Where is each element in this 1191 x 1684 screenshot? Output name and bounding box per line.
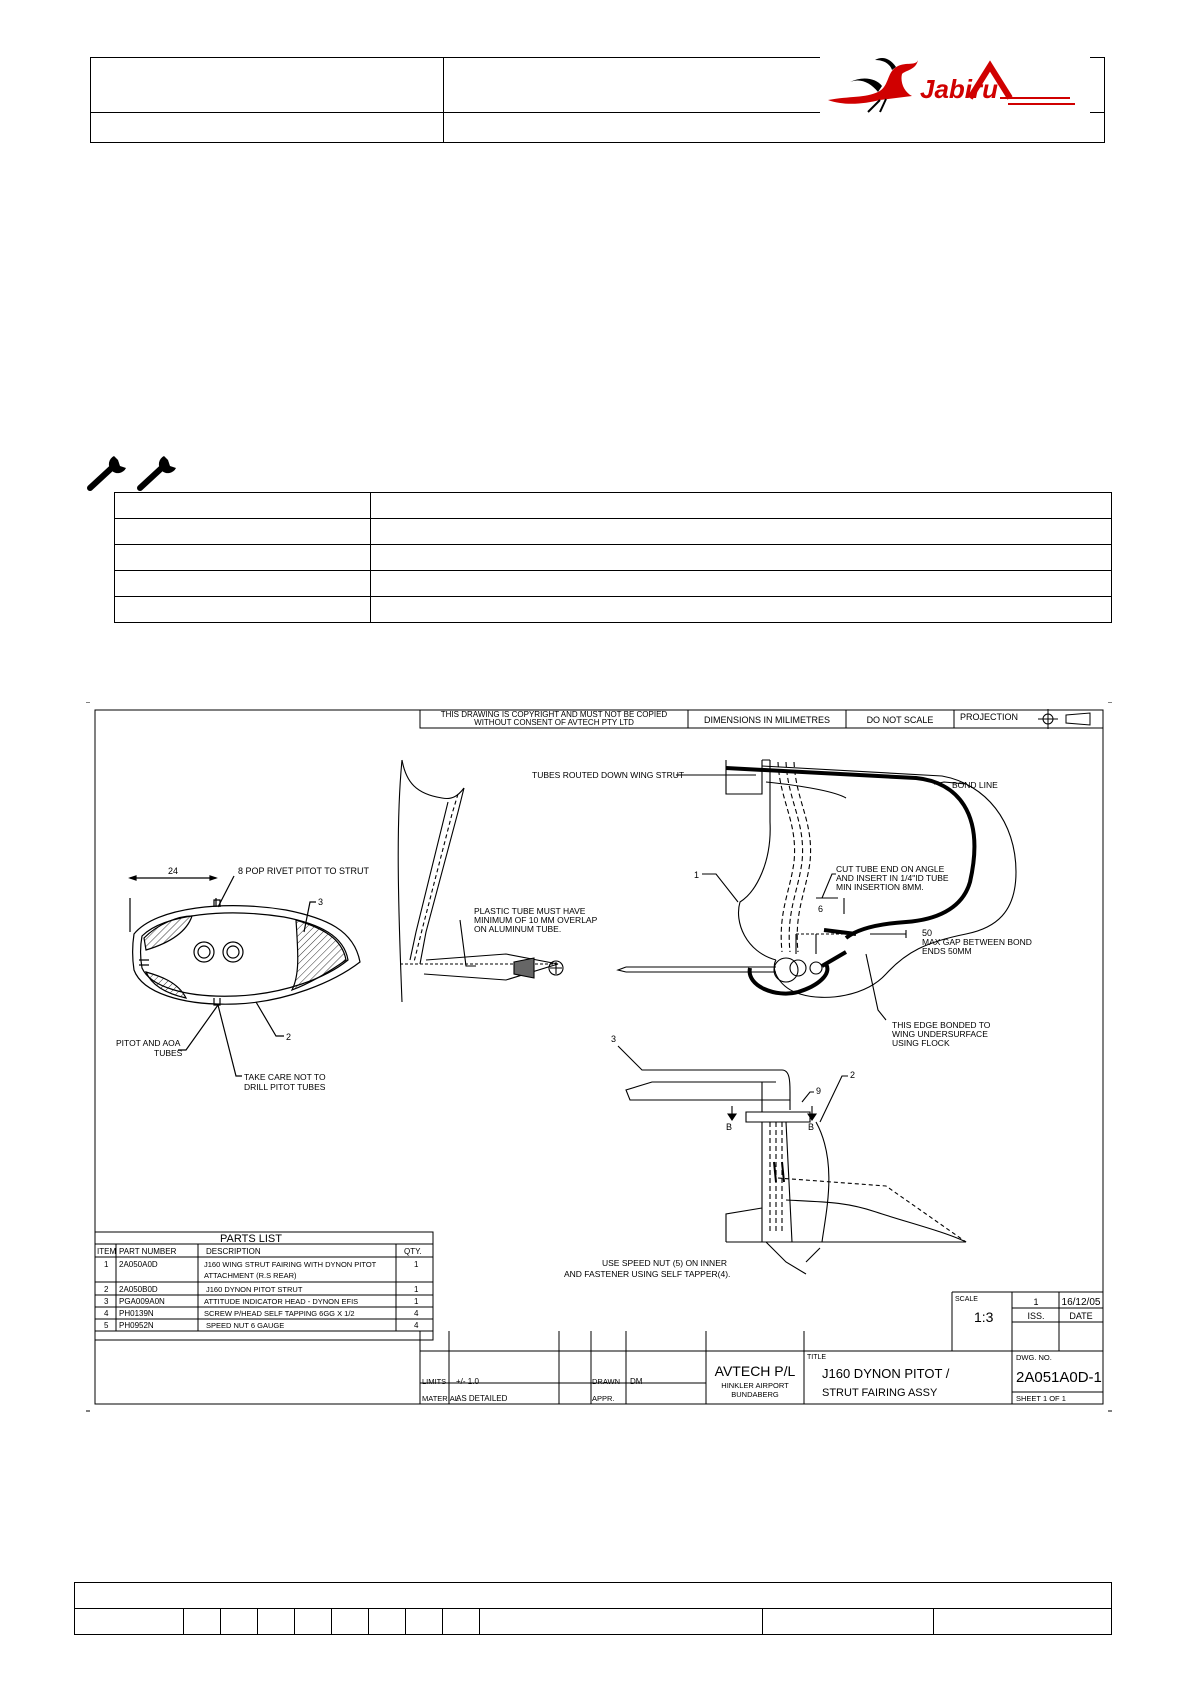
scale-label: SCALE bbox=[955, 1296, 978, 1303]
tools-cell bbox=[371, 519, 1112, 545]
plastic-tube-note-3: ON ALUMINUM TUBE. bbox=[474, 924, 562, 934]
callout-1: 1 bbox=[694, 870, 700, 880]
footer-cell bbox=[295, 1609, 332, 1635]
copyright-line-1: THIS DRAWING IS COPYRIGHT AND MUST NOT BE COPIED bbox=[440, 710, 668, 719]
take-care-note-2: DRILL PITOT TUBES bbox=[244, 1082, 326, 1092]
tools-cell bbox=[371, 545, 1112, 571]
tubes-routed-note: TUBES ROUTED DOWN WING STRUT bbox=[532, 770, 685, 780]
speed-nut-note-1: USE SPEED NUT (5) ON INNER bbox=[602, 1258, 728, 1268]
strut-end-view bbox=[618, 1046, 966, 1274]
callout-9: 9 bbox=[816, 1086, 822, 1096]
drawn-value: DM bbox=[630, 1377, 643, 1386]
drawing-title-2: STRUT FAIRING ASSY bbox=[822, 1387, 938, 1399]
company-sub-1: HINKLER AIRPORT bbox=[721, 1381, 789, 1390]
projection-label: PROJECTION bbox=[960, 712, 1019, 722]
wrench-icon bbox=[140, 456, 176, 488]
bond-line-label: BOND LINE bbox=[952, 780, 998, 790]
copyright-line-2: WITHOUT CONSENT OF AVTECH PTY LTD bbox=[474, 718, 634, 727]
footer-cell bbox=[763, 1609, 934, 1635]
pitot-aoa-note-1: PITOT AND AOA bbox=[116, 1038, 181, 1048]
dim-50-label: 50 bbox=[922, 928, 933, 938]
tools-icons bbox=[86, 452, 186, 494]
dim-6-label: 6 bbox=[818, 904, 824, 914]
limits-value: +/- 1.0 bbox=[456, 1377, 479, 1386]
section-b-right: B bbox=[808, 1122, 815, 1132]
parts-row-part: PGA009A0N bbox=[119, 1297, 165, 1306]
pitot-aoa-note-2: TUBES bbox=[154, 1048, 183, 1058]
footer-cell bbox=[369, 1609, 406, 1635]
parts-row-part: PH0139N bbox=[119, 1309, 154, 1318]
material-label: MATERIAL bbox=[422, 1394, 459, 1403]
tools-cell bbox=[115, 571, 371, 597]
company-name: AVTECH P/L bbox=[714, 1363, 796, 1379]
footer-cell bbox=[75, 1609, 184, 1635]
tools-cell bbox=[115, 519, 371, 545]
tools-cell bbox=[115, 493, 371, 519]
date-label: DATE bbox=[1069, 1311, 1093, 1321]
callout-2b: 2 bbox=[850, 1070, 856, 1080]
parts-row-item: 2 bbox=[104, 1285, 109, 1294]
sheet-label: SHEET 1 OF 1 bbox=[1016, 1394, 1066, 1403]
issue-value: 1 bbox=[1033, 1297, 1039, 1307]
callout-3b: 3 bbox=[611, 1034, 617, 1044]
tools-cell bbox=[371, 493, 1112, 519]
drawing-title-1: J160 DYNON PITOT / bbox=[822, 1366, 950, 1381]
tools-cell bbox=[371, 597, 1112, 623]
parts-row-part: PH0952N bbox=[119, 1321, 154, 1330]
side-view bbox=[398, 760, 563, 1002]
footer-cell bbox=[332, 1609, 369, 1635]
speed-nut-note-2: AND FASTENER USING SELF TAPPER(4). bbox=[564, 1269, 731, 1279]
plastic-tube-note-2: MINIMUM OF 10 MM OVERLAP bbox=[474, 915, 598, 925]
tools-cell bbox=[115, 597, 371, 623]
jabiru-logo bbox=[820, 52, 1090, 114]
footer-cell bbox=[443, 1609, 480, 1635]
tools-cell bbox=[371, 571, 1112, 597]
wrench-icon bbox=[90, 456, 126, 488]
parts-row-item: 1 bbox=[104, 1260, 109, 1269]
dim-24-label: 24 bbox=[168, 866, 179, 876]
max-gap-note-2: ENDS 50MM bbox=[922, 946, 972, 956]
logo-word: Jabiru bbox=[920, 74, 999, 104]
parts-row-qty: 1 bbox=[414, 1285, 419, 1294]
parts-row-qty: 1 bbox=[414, 1260, 419, 1269]
appr-label: APPR. bbox=[592, 1394, 615, 1403]
parts-row-desc: J160 DYNON PITOT STRUT bbox=[206, 1285, 303, 1294]
header-cell bbox=[91, 58, 444, 113]
dimensions-note: DIMENSIONS IN MILIMETRES bbox=[703, 715, 831, 725]
edge-bonded-note-3: USING FLOCK bbox=[892, 1038, 950, 1048]
max-gap-note-1: MAX GAP BETWEEN BOND bbox=[922, 937, 1032, 947]
pop-rivet-note: 8 POP RIVET PITOT TO STRUT bbox=[238, 866, 370, 876]
scale-value: 1:3 bbox=[974, 1309, 994, 1325]
footer-cell bbox=[406, 1609, 443, 1635]
parts-row-qty: 1 bbox=[414, 1297, 419, 1306]
dwg-no-label: DWG. NO. bbox=[1016, 1353, 1052, 1362]
footer-cell bbox=[258, 1609, 295, 1635]
parts-header-part: PART NUMBER bbox=[119, 1247, 177, 1256]
tools-table bbox=[114, 492, 1112, 623]
parts-row-desc: ATTITUDE INDICATOR HEAD - DYNON EFIS bbox=[204, 1297, 359, 1306]
header-cell bbox=[444, 113, 1105, 143]
engineering-drawing bbox=[86, 702, 1112, 1412]
drawn-label: DRAWN bbox=[592, 1377, 621, 1386]
cut-tube-note-3: MIN INSERTION 8MM. bbox=[836, 882, 924, 892]
parts-row-qty: 4 bbox=[414, 1321, 419, 1330]
footer-table bbox=[74, 1582, 1112, 1635]
tools-cell bbox=[115, 545, 371, 571]
parts-header-desc: DESCRIPTION bbox=[206, 1247, 261, 1256]
parts-row-item: 4 bbox=[104, 1309, 109, 1318]
footer-cell bbox=[480, 1609, 763, 1635]
parts-row-desc: SPEED NUT 6 GAUGE bbox=[206, 1321, 285, 1330]
take-care-note-1: TAKE CARE NOT TO bbox=[244, 1072, 326, 1082]
title-label: TITLE bbox=[807, 1354, 827, 1361]
parts-row-desc: SCREW P/HEAD SELF TAPPING 6GG X 1/2 bbox=[204, 1309, 355, 1318]
parts-row-desc: J160 WING STRUT FAIRING WITH DYNON PITOT bbox=[204, 1260, 377, 1269]
edge-bonded-note-1: THIS EDGE BONDED TO bbox=[892, 1020, 991, 1030]
bond-line bbox=[726, 768, 974, 938]
parts-row-desc-cont: ATTACHMENT (R.S REAR) bbox=[204, 1271, 297, 1280]
issue-label: ISS. bbox=[1027, 1311, 1045, 1321]
limits-label: LIMITS bbox=[422, 1377, 447, 1386]
parts-header-item: ITEM bbox=[97, 1247, 117, 1256]
cut-tube-note-1: CUT TUBE END ON ANGLE bbox=[836, 864, 945, 874]
plastic-tube-note-1: PLASTIC TUBE MUST HAVE bbox=[474, 906, 586, 916]
section-b-left: B bbox=[726, 1122, 733, 1132]
do-not-scale-note: DO NOT SCALE bbox=[866, 715, 934, 725]
company-sub-2: BUNDABERG bbox=[731, 1390, 779, 1399]
parts-row-part: 2A050B0D bbox=[119, 1285, 158, 1294]
callout-3a: 3 bbox=[318, 897, 324, 907]
footer-cell bbox=[221, 1609, 258, 1635]
footer-cell bbox=[184, 1609, 221, 1635]
parts-header-qty: QTY. bbox=[404, 1247, 422, 1256]
parts-row-item: 3 bbox=[104, 1297, 109, 1306]
material-value: AS DETAILED bbox=[456, 1394, 508, 1403]
callout-2a: 2 bbox=[286, 1032, 292, 1042]
parts-row-part: 2A050A0D bbox=[119, 1260, 158, 1269]
edge-bonded-note-2: WING UNDERSURFACE bbox=[892, 1029, 988, 1039]
parts-row-qty: 4 bbox=[414, 1309, 419, 1318]
footer-top-cell bbox=[75, 1583, 1112, 1609]
header-cell bbox=[91, 113, 444, 143]
footer-cell bbox=[934, 1609, 1112, 1635]
dwg-no-value: 2A051A0D-1 bbox=[1016, 1369, 1102, 1386]
parts-row-item: 5 bbox=[104, 1321, 109, 1330]
date-value: 16/12/05 bbox=[1061, 1297, 1101, 1308]
parts-list-title: PARTS LIST bbox=[220, 1233, 282, 1245]
cut-tube-note-2: AND INSERT IN 1/4"ID TUBE bbox=[836, 873, 949, 883]
